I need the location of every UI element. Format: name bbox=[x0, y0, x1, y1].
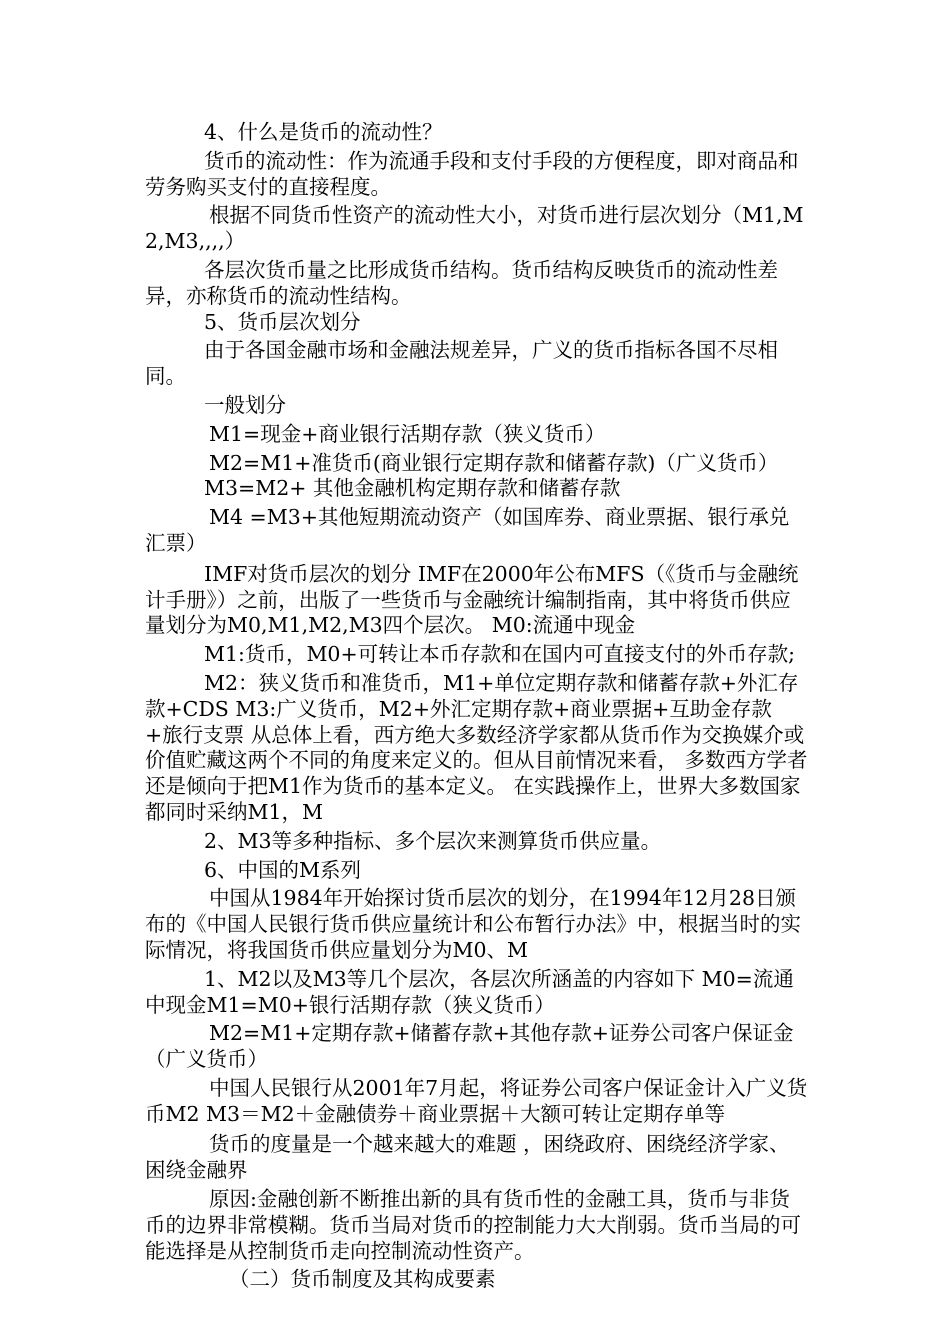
section-heading-money-levels: 5、货币层次划分 bbox=[204, 309, 361, 334]
section-heading-monetary-system: （二）货币制度及其构成要素 bbox=[229, 1267, 496, 1292]
definition-m3: M3=M2+ 其他金融机构定期存款和储蓄存款 bbox=[204, 476, 621, 501]
section-heading-liquidity: 4、什么是货币的流动性？ bbox=[204, 120, 443, 144]
definition-m2: M2=M1+准货币(商业银行定期存款和储蓄存款)（广义货币） bbox=[209, 450, 779, 475]
paragraph-china-m2: M2=M1+定期存款+储蓄存款+其他存款+证券公司客户保证金（广义货币） bbox=[145, 1021, 794, 1072]
section-heading-china-m-series: 6、中国的M系列 bbox=[204, 857, 362, 882]
paragraph-china-history: 中国从1984年开始探讨货币层次的划分，在1994年12月28日颁布的《中国人民银行货币供应量统计和公布暂行办法》中，根据当时的实际情况，将我国货币供应量划分为M0、M bbox=[145, 886, 801, 962]
paragraph-china-m0-m1: 1、M2以及M3等几个层次，各层次所涵盖的内容如下 M0=流通中现金M1=M0+银行活期存款（狭义货币） bbox=[145, 966, 794, 1017]
definition-m4: M4 =M3+其他短期流动资产（如国库券、商业票据、银行承兑汇票） bbox=[145, 505, 790, 555]
paragraph-imf-division: IMF对货币层次的划分 IMF在2000年公布MFS（《货币与金融统计手册》）之前，出版了一些货币与金融统计编制指南，其中将货币供应量划分为M0,M1,M2,M3四个层次。 M0:流通中现金 bbox=[145, 561, 799, 638]
paragraph-country-differences: 由于各国金融市场和金融法规差异，广义的货币指标各国不尽相同。 bbox=[145, 338, 778, 389]
paragraph-multiple-indicators: 2、M3等多种指标、多个层次来测算货币供应量。 bbox=[204, 828, 662, 853]
definition-m1: M1=现金+商业银行活期存款（狭义货币） bbox=[209, 421, 606, 446]
paragraph-imf-m1: M1:货币，M0+可转让本币存款和在国内可直接支付的外币存款; bbox=[204, 642, 796, 667]
paragraph-reason: 原因:金融创新不断推出新的具有货币性的金融工具，货币与非货币的边界非常模糊。货币当局对货币的控制能力大大削弱。货币当局的可能选择是从控制货币走向控制流动性资产。 bbox=[145, 1187, 801, 1263]
paragraph-measurement-difficulty: 货币的度量是一个越来越大的难题 ，困绕政府、困绕经济学家、困绕金融界 bbox=[145, 1132, 790, 1183]
paragraph-liquidity-definition: 货币的流动性：作为流通手段和支付手段的方便程度，即对商品和劳务购买支付的直接程度。 bbox=[145, 148, 799, 199]
paragraph-level-division: 根据不同货币性资产的流动性大小，对货币进行层次划分（M1,M2,M3,,,,） bbox=[145, 203, 804, 254]
paragraph-pboc-2001: 中国人民银行从2001年7月起，将证券公司客户保证金计入广义货币M2 M3＝M2＋金融债券＋商业票据＋大额可转让定期存单等 bbox=[145, 1075, 808, 1126]
document-page bbox=[145, 120, 809, 1293]
paragraph-money-structure: 各层次货币量之比形成货币结构。货币结构反映货币的流动性差异，亦称货币的流动性结构。 bbox=[145, 257, 778, 308]
paragraph-general-division: 一般划分 bbox=[204, 392, 286, 417]
paragraph-imf-m2-m3: M2：狭义货币和准货币，M1+单位定期存款和储蓄存款+外汇存款+CDS M3:广义货币，M2+外汇定期存款+商业票据+互助金存款+旅行支票 从总体上看，西方绝大多数经济学家都从货币作为交换媒介或价值贮藏这两个不同的角度来定义的。但从目前情况来看， 多数西方学者还是倾向于把M1作为货币的基本定义。 在实践操作上，世界大多数国家都同时采纳M1，M bbox=[145, 670, 808, 824]
